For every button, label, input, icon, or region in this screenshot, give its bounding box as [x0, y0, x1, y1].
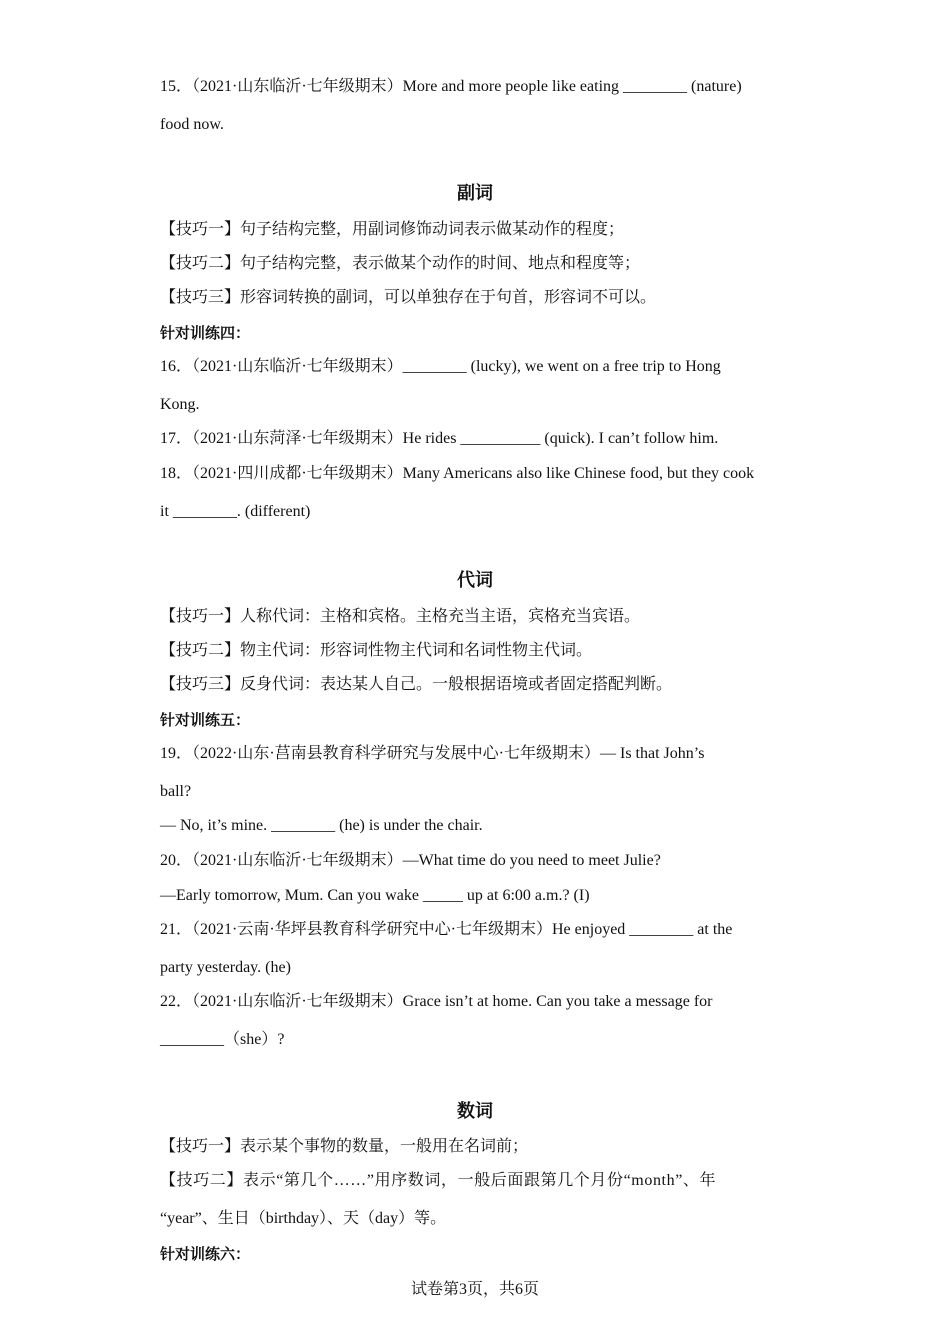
q20-line2: —Early tomorrow, Mum. Can you wake _____ up at 6:00 a.m.? (I): [160, 887, 590, 904]
q21-line2: party yesterday. (he): [160, 959, 291, 976]
page-footer: 试卷第3页，共6页: [410, 1281, 539, 1298]
drill-label-5: 针对训练五：: [160, 711, 251, 729]
drill-label-4: 针对训练四：: [160, 324, 251, 342]
adverb-tip-1: 【技巧一】句子结构完整，用副词修饰动词表示做某动作的程度；: [160, 221, 625, 238]
adverb-tip-3: 【技巧三】形容词转换的副词，可以单独存在于句首，形容词不可以。: [160, 289, 657, 306]
q16-line1: 16．（2021·山东临沂·七年级期末）________ (lucky), we went on a free trip to Hong: [160, 358, 721, 375]
q19-line2: ball?: [160, 783, 192, 800]
q21-line1: 21．（2021·云南·华坪县教育科学研究中心·七年级期末）He enjoyed ________ at the: [160, 921, 733, 938]
q17: 17．（2021·山东菏泽·七年级期末）He rides __________ (quick). I can’t follow him.: [160, 430, 719, 447]
pronoun-tip-2: 【技巧二】物主代词：形容词性物主代词和名词性物主代词。: [160, 642, 593, 659]
q22-line2: ________（she）?: [160, 1031, 285, 1048]
q22-line1: 22．（2021·山东临沂·七年级期末）Grace isn’t at home. Can you take a message for: [160, 993, 713, 1010]
pronoun-tip-1: 【技巧一】人称代词：主格和宾格。主格充当主语，宾格充当宾语。: [160, 608, 641, 625]
q15-line2: food now.: [160, 116, 224, 133]
q16-line2: Kong.: [160, 396, 200, 413]
q15-line1: 15．（2021·山东临沂·七年级期末）More and more people like eating ________ (nature): [160, 78, 742, 95]
q18-line1: 18．（2021·四川成都·七年级期末）Many Americans also like Chinese food, but they cook: [160, 465, 755, 482]
q20-line1: 20．（2021·山东临沂·七年级期末）—What time do you need to meet Julie?: [160, 852, 661, 869]
section-heading-pronoun: 代词: [457, 570, 493, 591]
drill-label-6: 针对训练六：: [160, 1245, 251, 1263]
section-heading-adverb: 副词: [457, 183, 493, 204]
pronoun-tip-3: 【技巧三】反身代词：表达某人自己。一般根据语境或者固定搭配判断。: [160, 676, 673, 693]
numeral-tip-1: 【技巧一】表示某个事物的数量，一般用在名词前；: [160, 1138, 529, 1155]
numeral-tip-2-line2: “year”、生日（birthday）、天（day）等。: [160, 1210, 447, 1227]
section-heading-numeral: 数词: [457, 1101, 493, 1122]
q19-line3: — No, it’s mine. ________ (he) is under the chair.: [160, 817, 483, 834]
q18-line2: it ________. (different): [160, 503, 311, 520]
numeral-tip-2-line1: 【技巧二】表示“第几个……”用序数词，一般后面跟第几个月份“month”、年: [160, 1172, 717, 1189]
q19-line1: 19．（2022·山东·莒南县教育科学研究与发展中心·七年级期末）— Is that John’s: [160, 745, 705, 762]
adverb-tip-2: 【技巧二】句子结构完整，表示做某个动作的时间、地点和程度等；: [160, 255, 641, 272]
